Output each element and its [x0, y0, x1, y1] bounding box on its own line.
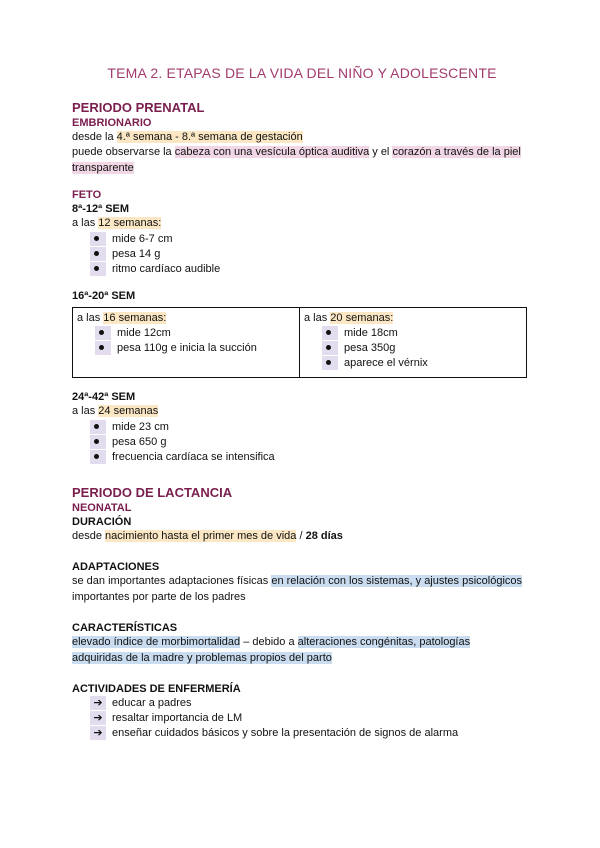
text: desde la: [72, 130, 117, 143]
duracion-line: [72, 529, 532, 545]
intro-16-semanas: [77, 311, 295, 327]
section-heading-lactancia: PERIODO DE LACTANCIA: [72, 484, 233, 500]
intro-24-semanas: [72, 404, 532, 420]
list-item: [90, 711, 532, 726]
page-title: TEMA 2. ETAPAS DE LA VIDA DEL NIÑO Y ADOLESCENTE: [107, 65, 497, 81]
bullet-icon: [322, 356, 338, 370]
list-item-text: aparece el vérnix: [344, 357, 428, 369]
caracteristicas-line-2: [72, 651, 532, 667]
arrow-right-icon: ➔: [90, 696, 106, 710]
list-item: [90, 435, 532, 450]
highlight: 12 semanas:: [98, 217, 162, 229]
text: – debido a: [240, 636, 298, 648]
list-item: [90, 247, 532, 262]
list-item-text: pesa 110g e inicia la succión: [117, 342, 257, 354]
intro-12-semanas: [72, 216, 532, 232]
list-item: [322, 356, 522, 371]
table-cell-left: [73, 307, 300, 378]
list-item-text: mide 12cm: [117, 327, 171, 339]
list-item-text: pesa 650 g: [112, 435, 167, 448]
list-item: [95, 341, 295, 356]
list-item-text: ritmo cardíaco audible: [112, 262, 221, 275]
embrionario-line-3: [72, 161, 532, 177]
bullet-icon: [90, 435, 106, 449]
arrow-right-icon: ➔: [90, 726, 106, 740]
document-page: [72, 66, 532, 741]
heading-sem-16-20: 16ª-20ª SEM: [72, 289, 136, 302]
text: /: [296, 529, 306, 542]
text: a las: [304, 311, 331, 324]
bullet-list: [72, 232, 532, 277]
list-item-text: mide 6-7 cm: [112, 232, 173, 245]
list-item: [90, 696, 532, 711]
arrow-list: [72, 696, 532, 741]
list-item: [322, 341, 522, 356]
list-item-text: enseñar cuidados básicos y sobre la presentación de signos de alarma: [112, 727, 459, 739]
bullet-list: [72, 420, 532, 465]
heading-sem-24-42: 24ª-42ª SEM: [72, 391, 136, 403]
heading-caracteristicas: CARACTERÍSTICAS: [72, 622, 178, 634]
highlight: corazón a través de la piel: [392, 146, 521, 158]
highlight: elevado índice de morbimortalidad: [72, 636, 241, 648]
highlight: 24 semanas: [98, 405, 159, 417]
bold-text: 28 días: [305, 529, 343, 542]
list-item-text: educar a padres: [112, 697, 192, 709]
bullet-icon: [90, 450, 106, 464]
section-heading-prenatal: PERIODO PRENATAL: [72, 99, 205, 115]
highlight: en relación con los sistemas, y ajustes psicológicos: [271, 575, 523, 587]
bullet-list: [77, 326, 295, 356]
bullet-icon: [90, 262, 106, 276]
bullet-icon: [322, 341, 338, 355]
highlight: transparente: [72, 161, 134, 174]
intro-20-semanas: [304, 311, 522, 327]
heading-adaptaciones: ADAPTACIONES: [72, 561, 160, 573]
adaptaciones-line-2: importantes por parte de los padres: [72, 590, 246, 603]
text: desde: [72, 529, 106, 542]
highlight: 20 semanas:: [330, 311, 394, 324]
list-item: [322, 326, 522, 341]
text: puede observarse la: [72, 146, 175, 158]
list-item: [90, 232, 532, 247]
table-cell-right: [300, 307, 527, 378]
highlight: nacimiento hasta el primer mes de vida: [105, 529, 297, 542]
text: a las: [72, 217, 99, 229]
highlight: 4.ª semana - 8.ª semana de gestación: [116, 130, 303, 143]
caracteristicas-line-1: [72, 635, 532, 651]
heading-sem-8-12: 8ª-12ª SEM: [72, 203, 130, 215]
text: se dan importantes adaptaciones físicas: [72, 575, 272, 587]
bullet-icon: [95, 326, 111, 340]
bullet-icon: [90, 232, 106, 246]
arrow-right-icon: ➔: [90, 711, 106, 725]
list-item: [90, 262, 532, 277]
embrionario-line-1: [72, 130, 532, 146]
subheading-neonatal: NEONATAL: [72, 501, 132, 514]
subheading-feto: FETO: [72, 189, 102, 201]
list-item-text: resaltar importancia de LM: [112, 712, 243, 724]
heading-duracion: DURACIÓN: [72, 515, 132, 528]
subheading-embrionario: EMBRIONARIO: [72, 116, 152, 129]
list-item: [90, 420, 532, 435]
highlight: alteraciones congénitas, patologías: [297, 636, 471, 648]
text: a las: [77, 311, 104, 324]
comparison-table: [72, 307, 527, 379]
list-item: [90, 450, 532, 465]
bullet-icon: [322, 326, 338, 340]
highlight: 16 semanas:: [103, 311, 167, 324]
heading-actividades: ACTIVIDADES DE ENFERMERÍA: [72, 683, 241, 695]
bullet-icon: [90, 247, 106, 261]
text: a las: [72, 405, 99, 417]
list-item-text: frecuencia cardíaca se intensifica: [112, 450, 275, 463]
list-item: [90, 726, 532, 741]
bullet-icon: [95, 341, 111, 355]
list-item-text: pesa 350g: [344, 342, 396, 354]
list-item-text: pesa 14 g: [112, 247, 161, 260]
list-item-text: mide 18cm: [344, 327, 398, 339]
adaptaciones-line-1: [72, 574, 532, 590]
bullet-icon: [90, 420, 106, 434]
highlight: cabeza con una vesícula óptica auditiva: [174, 146, 370, 158]
bullet-list: [304, 326, 522, 371]
list-item: [95, 326, 295, 341]
text: y el: [369, 146, 393, 158]
highlight: adquiridas de la madre y problemas propios del parto: [72, 651, 332, 664]
list-item-text: mide 23 cm: [112, 420, 169, 433]
embrionario-line-2: [72, 145, 532, 161]
